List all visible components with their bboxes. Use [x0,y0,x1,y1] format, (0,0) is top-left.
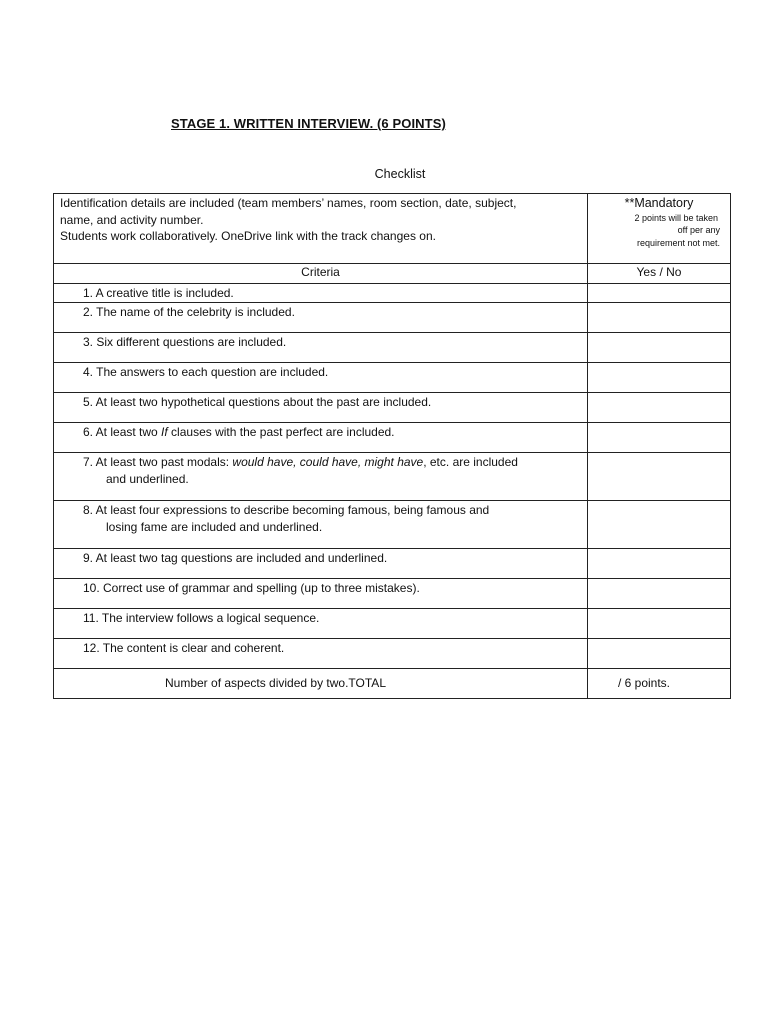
criteria-row [54,579,731,609]
criteria-row [54,609,731,639]
criteria-row [54,303,731,333]
criteria-item-text: 8. At least four expressions to describe becoming famous, being famous and [83,503,490,517]
mandatory-note-line: 2 points will be taken [634,212,718,223]
criteria-row [54,284,731,303]
mandatory-note-line: off per any [677,225,720,235]
criteria-row [54,363,731,393]
criteria-item-text: 9. At least two tag questions are included and underlined. [83,551,388,565]
yes-no-header: Yes / No [588,264,731,284]
criteria-item [54,423,588,453]
header-row [54,264,731,284]
yes-no-cell[interactable] [588,579,731,609]
criteria-text-part: 7. At least two past modals: [83,455,233,469]
criteria-item [54,549,588,579]
criteria-item-text: 10. Correct use of grammar and spelling (up to three mistakes). [83,581,420,595]
yes-no-cell[interactable] [588,303,731,333]
criteria-item [54,453,588,501]
criteria-item-text [83,454,587,471]
criteria-row [54,549,731,579]
criteria-item-text: 3. Six different questions are included. [83,335,287,349]
mandatory-note-line: requirement not met. [636,237,720,248]
checklist-table [53,193,731,699]
mandatory-cell [588,194,731,264]
identification-details-cell [54,194,588,264]
criteria-row [54,453,731,501]
criteria-item [54,393,588,423]
criteria-row [54,639,731,669]
yes-no-cell[interactable] [588,549,731,579]
yes-no-cell[interactable] [588,284,731,303]
total-row [54,669,731,699]
criteria-item [54,363,588,393]
yes-no-cell[interactable] [588,333,731,363]
criteria-row [54,333,731,363]
criteria-item-text [83,424,587,441]
criteria-item-continuation: losing fame are included and underlined. [106,519,323,534]
page-title: STAGE 1. WRITTEN INTERVIEW. (6 POINTS) [171,116,446,131]
criteria-text-emphasis: would have, could have, might have [232,455,424,469]
criteria-item-text: 5. At least two hypothetical questions about the past are included. [83,395,432,409]
criteria-item-text: 1. A creative title is included. [83,286,234,300]
yes-no-cell[interactable] [588,639,731,669]
criteria-item [54,303,588,333]
intro-line: Identification details are included (team members’ names, room section, date, subject, [60,196,517,210]
yes-no-cell[interactable] [588,501,731,549]
criteria-text-emphasis: If [161,425,168,439]
intro-row [54,194,731,264]
criteria-item-text: 11. The interview follows a logical sequence. [83,611,320,625]
criteria-item-text: 2. The name of the celebrity is included. [83,305,295,319]
total-points: / 6 points. [588,669,731,699]
criteria-item [54,639,588,669]
intro-line: name, and activity number. [60,212,204,227]
yes-no-cell[interactable] [588,423,731,453]
checklist-label: Checklist [374,167,426,181]
criteria-item-continuation: and underlined. [106,471,189,486]
criteria-item [54,333,588,363]
criteria-text-part: clauses with the past perfect are included. [167,425,395,439]
criteria-item-text: 4. The answers to each question are included. [83,365,329,379]
yes-no-cell[interactable] [588,363,731,393]
criteria-item-text: 12. The content is clear and coherent. [83,641,285,655]
yes-no-cell[interactable] [588,609,731,639]
criteria-item [54,501,588,549]
total-label: Number of aspects divided by two.TOTAL [54,669,588,699]
criteria-text-part: , etc. are included [423,455,518,469]
criteria-text-part: 6. At least two [83,425,162,439]
criteria-item [54,284,588,303]
criteria-item [54,579,588,609]
yes-no-cell[interactable] [588,453,731,501]
criteria-row [54,423,731,453]
intro-line: Students work collaboratively. OneDrive link with the track changes on. [60,229,436,243]
yes-no-cell[interactable] [588,393,731,423]
criteria-item [54,609,588,639]
criteria-row [54,393,731,423]
criteria-row [54,501,731,549]
mandatory-title: **Mandatory [624,196,694,210]
criteria-header: Criteria [54,264,588,284]
mandatory-note [588,212,730,250]
